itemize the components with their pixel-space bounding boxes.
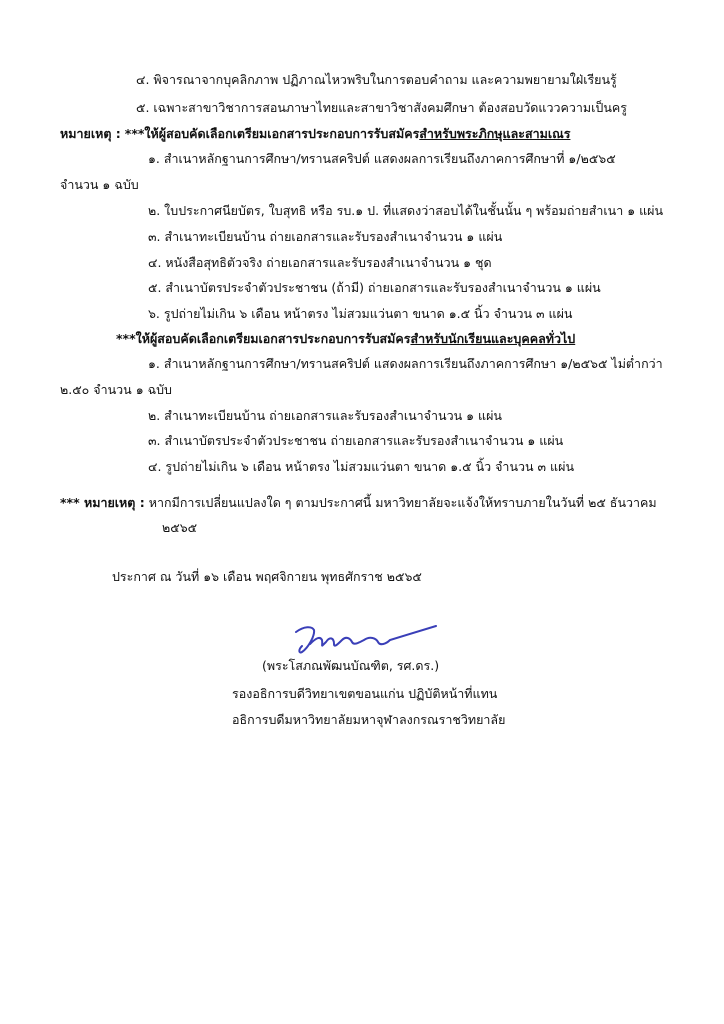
signature-stroke <box>296 626 436 653</box>
criteria-item-4: ๔. พิจารณาจากบุคลิกภาพ ปฏิภาณไหวพริบในการตอบคำถาม และความพยายามใฝ่เรียนรู้ <box>136 72 617 87</box>
student-heading-prefix: ***ให้ผู้สอบคัดเลือกเตรียมเอกสารประกอบการรับสมัคร <box>116 331 411 346</box>
student-heading-target: สำหรับนักเรียนและบุคคลทั่วไป <box>410 331 576 346</box>
monk-item-4: ๔. หนังสือสุทธิตัวจริง ถ่ายเอกสารและรับรองสำเนาจำนวน ๑ ชุด <box>148 255 492 270</box>
monk-item-5: ๕. สำเนาบัตรประจำตัวประชาชน (ถ้ามี) ถ่ายเอกสารและรับรองสำเนาจำนวน ๑ แผ่น <box>148 280 601 295</box>
signature-scribble <box>290 618 440 658</box>
note-label: หมายเหตุ : <box>60 126 121 141</box>
final-note-text: หากมีการเปลี่ยนแปลงใด ๆ ตามประกาศนี้ มหาวิทยาลัยจะแจ้งให้ทราบภายในวันที่ ๒๕ ธันวาคม <box>148 495 657 510</box>
monk-heading-prefix: ***ให้ผู้สอบคัดเลือกเตรียมเอกสารประกอบการรับสมัคร <box>124 126 420 141</box>
signatory-position-2: อธิการบดีมหาวิทยาลัยมหาจุฬาลงกรณราชวิทยาลัย <box>232 712 506 727</box>
monk-item-2: ๒. ใบประกาศนียบัตร, ใบสุทธิ หรือ รบ.๑ ป. ที่แสดงว่าสอบได้ในชั้นนั้น ๆ พร้อมถ่ายสำเนา ๑ แผ่น <box>148 203 664 218</box>
student-item-2: ๒. สำเนาทะเบียนบ้าน ถ่ายเอกสารและรับรองสำเนาจำนวน ๑ แผ่น <box>148 408 502 423</box>
signatory-name: (พระโสภณพัฒนบัณฑิต, รศ.ดร.) <box>262 658 440 673</box>
student-item-4: ๔. รูปถ่ายไม่เกิน ๖ เดือน หน้าตรง ไม่สวมแว่นตา ขนาด ๑.๕ นิ้ว จำนวน ๓ แผ่น <box>148 459 574 474</box>
student-item-3: ๓. สำเนาบัตรประจำตัวประชาชน ถ่ายเอกสารและรับรองสำเนาจำนวน ๑ แผ่น <box>148 433 564 448</box>
final-note-cont: ๒๕๖๕ <box>162 520 198 535</box>
monk-item-6: ๖. รูปถ่ายไม่เกิน ๖ เดือน หน้าตรง ไม่สวมแว่นตา ขนาด ๑.๕ นิ้ว จำนวน ๓ แผ่น <box>148 306 573 321</box>
student-section-heading <box>116 331 575 347</box>
monk-item-3: ๓. สำเนาทะเบียนบ้าน ถ่ายเอกสารและรับรองสำเนาจำนวน ๑ แผ่น <box>148 229 503 244</box>
criteria-item-5: ๕. เฉพาะสาขาวิชาการสอนภาษาไทยและสาขาวิชาสังคมศึกษา ต้องสอบวัดแววความเป็นครู <box>136 100 627 115</box>
monk-item-1: ๑. สำเนาหลักฐานการศึกษา/ทรานสคริปต์ แสดงผลการเรียนถึงภาคการศึกษาที่ ๑/๒๕๖๕ <box>148 151 616 166</box>
monk-item-1-cont: จำนวน ๑ ฉบับ <box>60 177 139 192</box>
final-note-label: *** หมายเหตุ : <box>60 495 145 510</box>
student-item-1: ๑. สำเนาหลักฐานการศึกษา/ทรานสคริปต์ แสดงผลการเรียนถึงภาคการศึกษา ๑/๒๕๖๕ ไม่ต่ำกว่า <box>148 356 663 371</box>
signatory-position-1: รองอธิการบดีวิทยาเขตขอนแก่น ปฏิบัติหน้าที่แทน <box>232 686 498 701</box>
final-note <box>60 495 657 511</box>
monk-heading-target: สำหรับพระภิกษุและสามเณร <box>419 126 571 141</box>
student-item-1-cont: ๒.๕๐ จำนวน ๑ ฉบับ <box>60 382 172 397</box>
monk-section-heading <box>60 126 570 142</box>
signature <box>290 618 440 658</box>
announcement-date: ประกาศ ณ วันที่ ๑๖ เดือน พฤศจิกายน พุทธศักราช ๒๕๖๕ <box>112 569 422 584</box>
